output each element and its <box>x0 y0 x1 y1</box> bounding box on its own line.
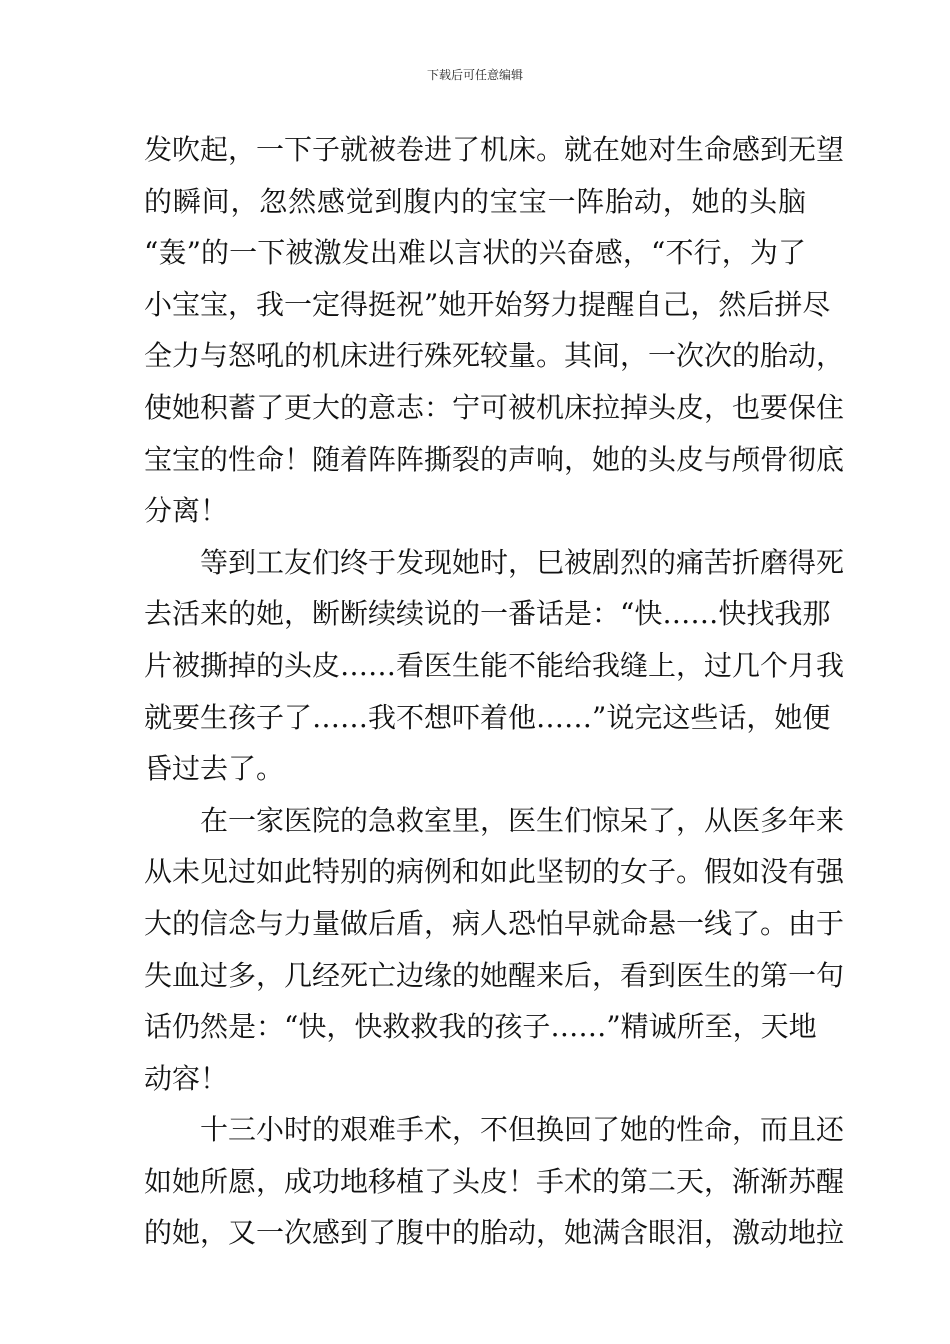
text-line: 从未见过如此特别的病例和如此坚韧的女子。假如没有强 <box>144 855 845 889</box>
text-line: 动容！ <box>144 1061 229 1095</box>
page-header-note: 下载后可任意编辑 <box>426 68 523 82</box>
text-line: 失血过多，几经死亡边缘的她醒来后，看到医生的第一句 <box>144 958 845 992</box>
text-line: 片被撕掉的头皮……看医生能不能给我缝上，过几个月我 <box>144 648 845 682</box>
text-line: “轰”的一下被激发出难以言状的兴奋感，“不行，为了 <box>144 236 806 270</box>
text-line: 宝宝的性命！随着阵阵撕裂的声响，她的头皮与颅骨彻底 <box>144 442 845 476</box>
document-body <box>144 124 845 1259</box>
text-line: 分离！ <box>144 494 229 528</box>
paragraph-first-line: 在一家医院的急救室里，医生们惊呆了，从医多年来 <box>200 803 845 837</box>
text-line: 大的信念与力量做后盾，病人恐怕早就命悬一线了。由于 <box>144 906 845 940</box>
text-line: 就要生孩子了……我不想吓着他……”说完这些话，她便 <box>144 700 831 734</box>
text-line: 全力与怒吼的机床进行殊死较量。其间，一次次的胎动， <box>144 339 845 373</box>
text-line: 的瞬间，忽然感觉到腹内的宝宝一阵胎动，她的头脑 <box>144 184 806 218</box>
text-line: 使她积蓄了更大的意志：宁可被机床拉掉头皮，也要保住 <box>144 390 845 424</box>
text-line: 昏过去了。 <box>144 752 285 786</box>
text-line: 如她所愿，成功地移植了头皮！手术的第二天，渐渐苏醒 <box>144 1164 845 1198</box>
paragraph-first-line: 十三小时的艰难手术，不但换回了她的性命，而且还 <box>200 1113 845 1147</box>
text-line: 小宝宝，我一定得挺祝”她开始努力提醒自己，然后拼尽 <box>144 287 831 321</box>
paragraph-first-line: 等到工友们终于发现她时，巳被剧烈的痛苦折磨得死 <box>200 545 845 579</box>
text-line: 去活来的她，断断续续说的一番话是：“快……快找我那 <box>144 597 831 631</box>
text-line: 发吹起，一下子就被卷进了机床。就在她对生命感到无望 <box>144 133 845 166</box>
text-line: 的她，又一次感到了腹中的胎动，她满含眼泪，激动地拉 <box>144 1216 845 1250</box>
text-line: 话仍然是：“快，快救救我的孩子……”精诚所至，天地 <box>144 1010 817 1044</box>
